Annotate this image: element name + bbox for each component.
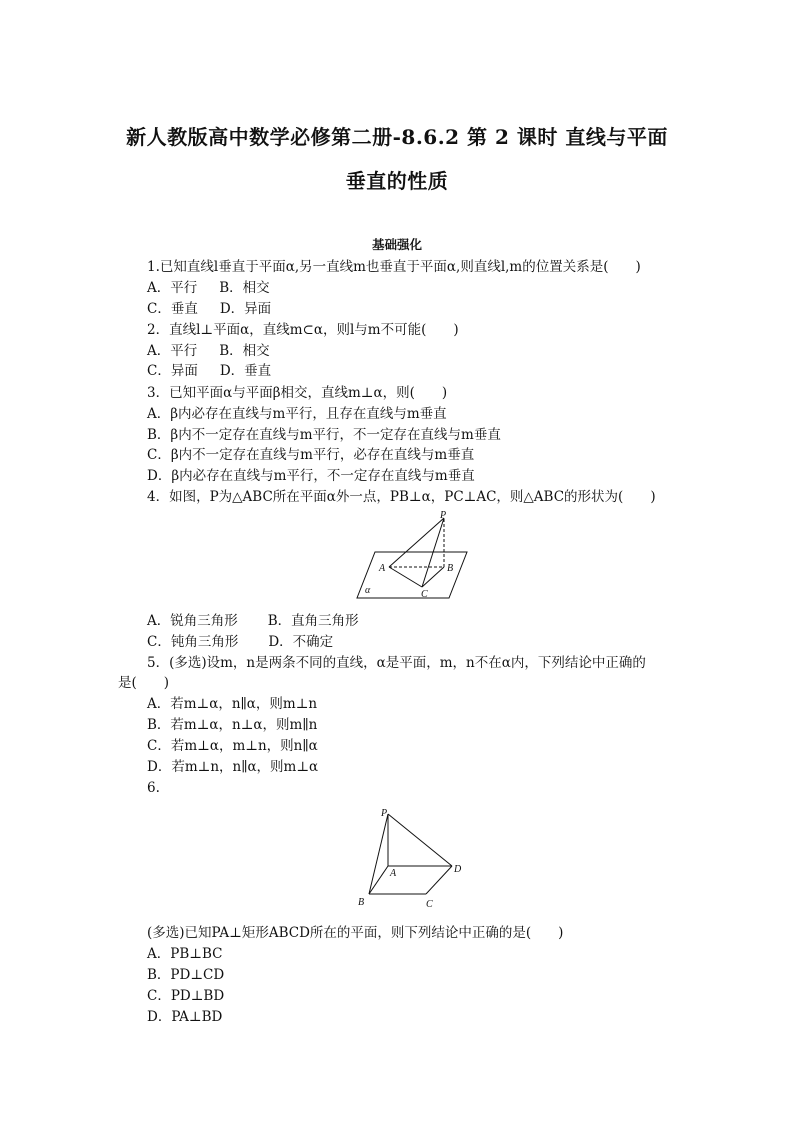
q5-option-c: C．若m⊥α，m⊥n，则n∥α [147, 738, 318, 754]
question-1-stem: 1.已知直线l垂直于平面α,另一直线m也垂直于平面α,则直线l,m的位置关系是( ) [147, 259, 641, 275]
q6-option-b: B．PD⊥CD [147, 967, 225, 983]
label-a: A [379, 563, 386, 574]
document-title-line-2: 垂直的性质 [345, 169, 449, 193]
q5-option-a: A．若m⊥α，n∥α，则m⊥n [147, 696, 318, 712]
question-1-options-row-1 [147, 279, 270, 297]
label-c: C [421, 589, 428, 600]
q2-option-a: A．平行 [147, 343, 198, 359]
q4-option-b: B．直角三角形 [267, 613, 359, 629]
question-4-options-row-1 [147, 612, 359, 630]
q1-option-a: A．平行 [147, 280, 198, 296]
label-alpha: α [365, 585, 371, 596]
q3-option-a: A．β内必存在直线与m平行，且存在直线与m垂直 [147, 406, 447, 422]
edge-pd [388, 814, 452, 866]
q6-option-d: D．PA⊥BD [147, 1009, 223, 1025]
question-2-options-row-2 [147, 362, 271, 380]
question-4-figure [352, 510, 470, 602]
q6-option-a: A．PB⊥BC [147, 946, 223, 962]
question-6-number: 6. [147, 780, 160, 796]
edge-ac [389, 567, 422, 587]
q3-option-c: C．β内不一定存在直线与m平行，必存在直线与m垂直 [147, 447, 475, 463]
question-5-stem-line-1: 5．(多选)设m，n是两条不同的直线，α是平面，m，n不在α内，下列结论中正确的 [147, 655, 646, 671]
question-2-options-row-1 [147, 342, 270, 360]
question-2-stem: 2．直线l⊥平面α，直线m⊂α，则l与m不可能( ) [147, 322, 459, 338]
label-b: B [358, 897, 365, 908]
q2-option-d: D．垂直 [219, 363, 272, 379]
edge-pb [369, 814, 388, 894]
q5-option-b: B．若m⊥α，n⊥α，则m∥n [147, 717, 318, 733]
question-6-figure [352, 804, 468, 912]
q4-option-d: D．不确定 [268, 634, 334, 650]
q1-option-c: C．垂直 [147, 301, 198, 317]
question-5-stem-line-2: 是( ) [118, 675, 170, 691]
q2-option-c: C．异面 [147, 363, 198, 379]
q3-option-b: B．β内不一定存在直线与m平行，不一定存在直线与m垂直 [147, 427, 501, 443]
label-a: A [390, 868, 397, 879]
q4-option-c: C．钝角三角形 [147, 634, 239, 650]
question-4-options-row-2 [147, 633, 333, 651]
question-6-stem: (多选)已知PA⊥矩形ABCD所在的平面，则下列结论中正确的是( ) [147, 925, 564, 941]
question-3-stem: 3．已知平面α与平面β相交，直线m⊥α，则( ) [147, 385, 448, 401]
label-p: P [381, 808, 388, 819]
section-heading: 基础强化 [371, 237, 422, 252]
question-1-options-row-2 [147, 300, 271, 318]
label-d: D [454, 864, 462, 875]
q5-option-d: D．若m⊥n，n∥α，则m⊥α [147, 759, 319, 775]
label-p: P [440, 510, 447, 521]
q3-option-d: D．β内必存在直线与m平行，不一定存在直线与m垂直 [147, 468, 475, 484]
q1-option-d: D．异面 [219, 301, 272, 317]
q2-option-b: B．相交 [219, 343, 270, 359]
edge-dc [426, 866, 452, 894]
plane-alpha-shape [357, 552, 467, 598]
document-title-line-1: 新人教版高中数学必修第二册-8.6.2 第 2 课时 直线与平面 [126, 125, 668, 149]
q1-option-b: B．相交 [219, 280, 270, 296]
label-c: C [426, 899, 433, 910]
q4-option-a: A．锐角三角形 [147, 613, 238, 629]
label-b: B [447, 563, 454, 574]
q6-option-c: C．PD⊥BD [147, 988, 225, 1004]
question-4-stem: 4．如图，P为△ABC所在平面α外一点，PB⊥α，PC⊥AC，则△ABC的形状为( ) [147, 489, 656, 505]
